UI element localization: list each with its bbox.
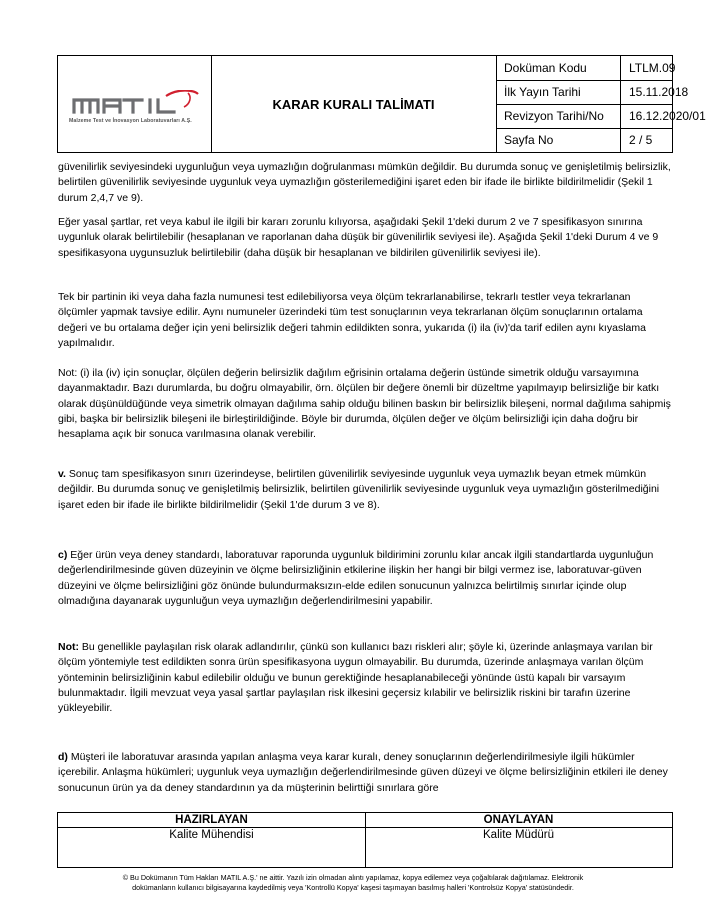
- prepared-column: [58, 813, 366, 867]
- document-meta: [496, 56, 706, 152]
- paragraph-text: Sonuç tam spesifikasyon sınırı üzerindeyse, belirtilen güvenilirlik seviyesinde uygunluk veya uymazlık beyan etmek mümkün değildir. Bu durumda sonuç ve genişletilmiş belirsizlik, belirtilen güvenilirlik seviyesinde uygunluk veya uymazlığın gösterilmediğini işaret eden bir ifade ile birlikte bildirilmelidir (Şekil 1'de durum 3 ve 8).: [58, 468, 660, 511]
- paragraph-text: Eğer ürün veya deney standardı, laboratuvar raporunda uygunluk bildirimini zorunlu kılar ancak ilgili standartlarda uygunluğun değerlendirilmesinde güven düzeyinin ve ölçme belirsizliğinin etkilerine ilişkin her hangi bir bilgi vermez ise, laboratuvar-güven düzeyini ve ölçme belirsizliğini göz önünde bulundurmaksızın-elde edilen sonucunun yalnızca belirtilmiş sınırlar içinde olup olmadığına dayanarak uygunluğun veya uymazlığın değerlendirilmesini yapabilir.: [58, 549, 654, 607]
- item-marker: v.: [58, 468, 66, 480]
- prepared-by: Kalite Mühendisi: [169, 829, 254, 841]
- paragraph-2: Eğer yasal şartlar, ret veya kabul ile ilgili bir kararı zorunlu kılıyorsa, aşağıdaki Şekil 1'deki durum 2 ve 7 spesifikasyon sınırına uygunluk olarak belirtilebilir (hesaplanan ve raporlanan daha düşük bir güvenilirlik seviyesi ile). Aşağıda Şekil 1'deki Durum 4 ve 9 spesifikasyona uygunsuzluk belirtilebilir (daha düşük bir hesaplanan ve bildirilen güvenilirlik seviyesi ile).: [58, 216, 659, 259]
- meta-row-page: [496, 128, 672, 152]
- meta-key: Revizyon Tarihi/No: [496, 104, 621, 128]
- document-header: [57, 55, 706, 153]
- matil-logo: [70, 90, 202, 130]
- paragraph-text: Müşteri ile laboratuvar arasında yapılan anlaşma veya karar kuralı, deney sonuçlarının değerlendirilmesiyle ilgili hükümler içerebilir. Anlaşma hükümleri; uygunluk veya uymazlığın değerlendirilmesinde güven düzeyi ve ölçme belirsizliğinin etkileri ile deney sonucunun ürün ya da deney standardının ya da müşterinin belirttiği sınırlara göre: [58, 751, 668, 794]
- footer-line-1: © Bu Dokümanın Tüm Hakları MATIL A.Ş.' ne aittir. Yazılı izin olmadan alıntı yapılamaz, kopya edilemez veya çoğaltılarak dağıtılamaz. Elektronik: [122, 873, 584, 882]
- meta-row-code: [496, 56, 676, 81]
- note-marker: Not:: [58, 641, 79, 653]
- paragraph-5: [58, 467, 672, 513]
- meta-key: Sayfa No: [496, 128, 621, 152]
- document-title: KARAR KURALI TALİMATI: [211, 56, 497, 152]
- approved-header: ONAYLAYAN: [365, 813, 672, 828]
- paragraph-4-note: Not: (i) ila (iv) için sonuçlar, ölçülen değerin belirsizlik dağılım eğrisinin ortalama değerin üstünde simetrik olduğu varsayımına dayanmaktadır. Bazı durumlarda, bu doğru olmayabilir, örn. ölçülen bir değere önemli bir düzeltme yapılmayıp belirsizliğe bir katkı olarak düşünüldüğünde veya simetrik olmayan dağılıma sahip olduğu bilinen baskın bir belirsizlik bileşeni, normal dağılıma sahipmiş gibi, başka bir belirsizlik bileşeni ile birleştirildiğinde. Böyle bir durumda, ölçülen değer ve ölçüm belirsizliği için daha doğru bir hesaplama açık bir sonuca varılmasına olanak verebilir.: [58, 367, 671, 441]
- paragraph-1: güvenilirlik seviyesindeki uygunluğun veya uymazlığın doğrulanması mümkün değildir. Bu durumda sonuç ve genişletilmiş belirsizlik, belirtilen güvenilirlik seviyesinde uygunluk veya uymazlığın gösterilemediğini işaret eden bir ifade ile birlikte bildirilmelidir (Şekil 1 durum 2,4,7 ve 9).: [58, 161, 671, 204]
- paragraph-6: [58, 548, 672, 609]
- meta-value: 2 / 5: [629, 133, 653, 147]
- meta-key: İlk Yayın Tarihi: [496, 80, 621, 104]
- prepared-header: HAZIRLAYAN: [58, 813, 365, 828]
- signature-table: [57, 812, 673, 868]
- paragraph-7-note: [58, 640, 672, 716]
- approved-column: [365, 813, 672, 867]
- logo-cell: [58, 56, 212, 152]
- meta-row-revision: [496, 104, 706, 129]
- meta-value: 15.11.2018: [629, 85, 689, 99]
- copyright-footer: [20, 873, 686, 893]
- paragraph-8: [58, 750, 672, 796]
- logo-subtitle: Malzeme Test ve İnovasyon Laboratuvarları A.Ş.: [69, 118, 192, 124]
- meta-row-first-issue: [496, 80, 689, 105]
- meta-key: Doküman Kodu: [496, 56, 621, 80]
- approved-by: Kalite Müdürü: [483, 829, 554, 841]
- item-marker: c): [58, 549, 68, 561]
- paragraph-3: Tek bir partinin iki veya daha fazla numunesi test edilebiliyorsa veya ölçüm tekrarlanabilirse, tekrarlı testler veya tekrarlanan ölçümler yapmak tavsiye edilir. Aynı numuneler üzerindeki tüm test sonuçlarının veya tekrarlanan ölçüm sonuçlarının ortalama değeri ve bu ortalama değer için yeni belirsizlik değeri tahmin edildikten sonra, yukarıda (i) ila (iv)'da tarif edilen aynı kıyaslama yapılmalıdır.: [58, 291, 646, 349]
- paragraph-text: Bu genellikle paylaşılan risk olarak adlandırılır, çünkü son kullanıcı bazı riskleri alır; şöyle ki, üzerinde anlaşmaya varılan bir ölçüm yöntemiyle test edildikten sonra ürün spesifikasyona uygun olmayabilir. Bu durumda, üzerinde anlaşmaya varılan ölçüm yönteminin belirsizliğinin kabul edilebilir olduğu ve bunun gerektiğinde hesaplanabileceği yönünde üstü kapalı bir varsayım bulunmaktadır. İlgili mevzuat veya yasal şartlar paylaşılan risk ilkesini geçersiz kılabilir ve belirsizlik riskini bir tarafın üzerine yükleyebilir.: [58, 641, 653, 715]
- meta-value: 16.12.2020/01: [629, 109, 706, 123]
- item-marker: d): [58, 751, 68, 763]
- footer-line-2: dokümanların kullanıcı bilgisayarına kaydedilmiş veya 'Kontrollü Kopya' kaşesi taşımayan basılmış halleri 'Kontrolsüz Kopya' statüsündedir.: [132, 883, 574, 892]
- meta-value: LTLM.09: [629, 61, 676, 75]
